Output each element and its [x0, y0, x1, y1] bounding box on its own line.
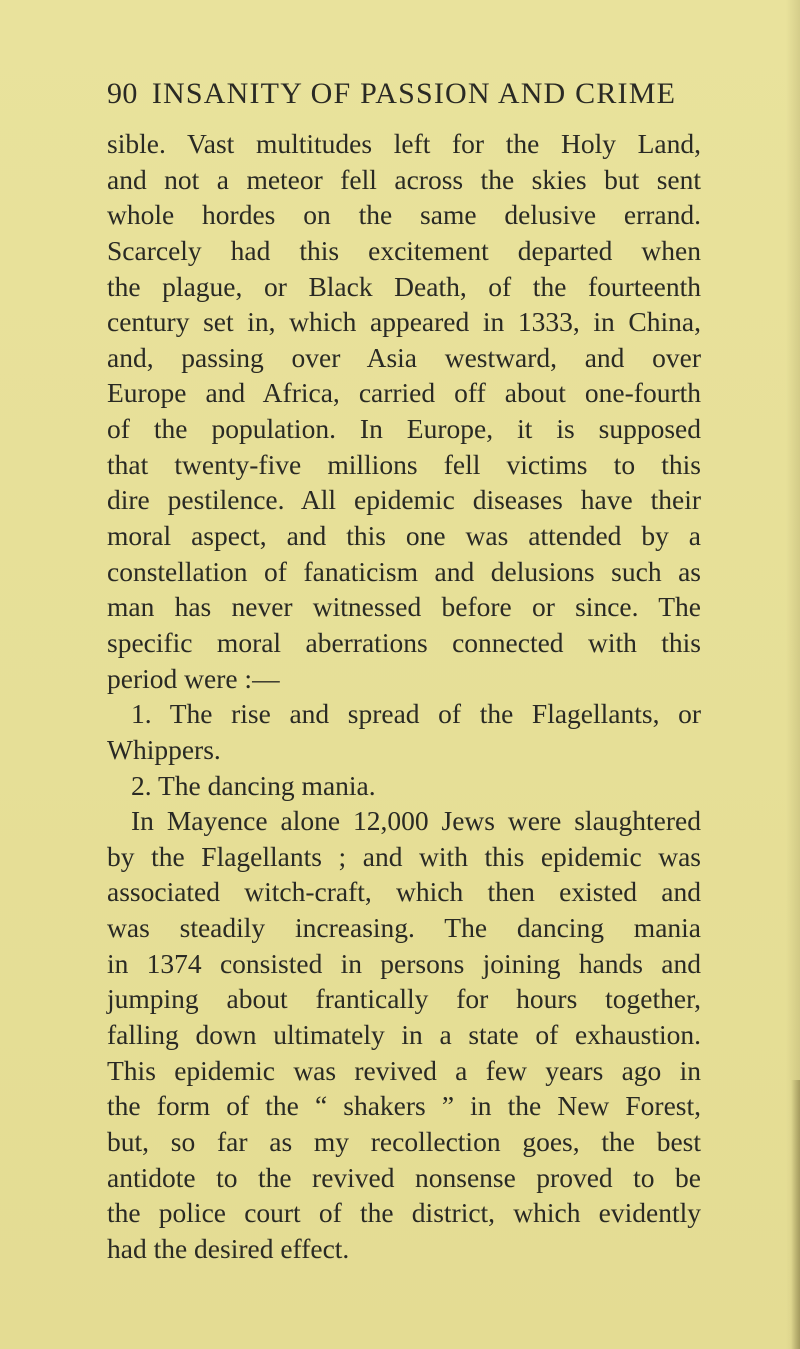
text-line: antidote to the revived nonsense proved to be: [107, 1161, 701, 1193]
text-line: In Mayence alone 12,000 Jews were slaughtered: [131, 805, 701, 837]
text-line: century set in, which appeared in 1333, in China,: [107, 306, 701, 338]
page-number: 90: [107, 77, 138, 110]
text-line: was steadily increasing. The dancing mania: [107, 912, 701, 944]
text-line: moral aspect, and this one was attended by a: [107, 520, 701, 552]
text-line: Whippers.: [107, 733, 221, 765]
text-line: Europe and Africa, carried off about one-fourth: [107, 377, 701, 409]
running-head: [107, 76, 707, 112]
text-line: 2. The dancing mania.: [131, 769, 376, 801]
text-line: specific moral aberrations connected with this: [107, 626, 701, 658]
text-line: that twenty-five millions fell victims to this: [107, 448, 701, 480]
text-line: Scarcely had this excitement departed when: [107, 234, 701, 266]
text-line: associated witch-craft, which then existed and: [107, 876, 701, 908]
text-line: but, so far as my recollection goes, the best: [107, 1125, 701, 1157]
text-line: whole hordes on the same delusive errand.: [107, 199, 701, 231]
text-line: the plague, or Black Death, of the fourteenth: [107, 270, 701, 302]
text-line: had the desired effect.: [107, 1232, 350, 1264]
text-line: constellation of fanaticism and delusions such as: [107, 555, 701, 587]
text-line: period were :—: [107, 662, 280, 694]
text-line: dire pestilence. All epidemic diseases have their: [107, 484, 701, 516]
text-line: the police court of the district, which evidently: [107, 1197, 701, 1229]
text-line: man has never witnessed before or since. The: [107, 591, 701, 623]
text-line: falling down ultimately in a state of exhaustion.: [107, 1019, 701, 1051]
running-title: INSANITY OF PASSION AND CRIME: [151, 77, 677, 110]
text-line: 1. The rise and spread of the Flagellants, or: [131, 698, 701, 730]
body-text: [107, 126, 701, 1267]
text-line: of the population. In Europe, it is supposed: [107, 413, 701, 445]
text-line: the form of the “ shakers ” in the New Forest,: [107, 1090, 701, 1122]
text-line: sible. Vast multitudes left for the Holy Land,: [107, 128, 701, 159]
text-line: and not a meteor fell across the skies but sent: [107, 163, 701, 195]
text-line: in 1374 consisted in persons joining hands and: [107, 947, 701, 979]
text-line: by the Flagellants ; and with this epidemic was: [107, 840, 701, 872]
page-edge-mark: [791, 1080, 800, 1349]
text-line: and, passing over Asia westward, and over: [107, 341, 701, 373]
text-line: jumping about frantically for hours together,: [107, 983, 701, 1015]
text-line: This epidemic was revived a few years ago in: [107, 1054, 701, 1086]
